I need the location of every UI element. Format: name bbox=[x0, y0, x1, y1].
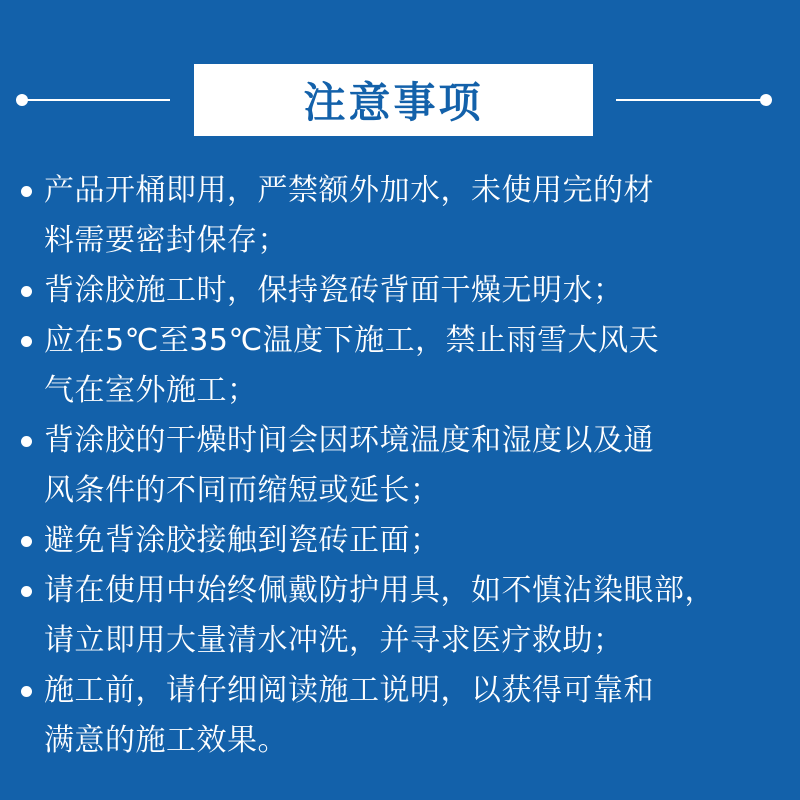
list-item bbox=[0, 266, 800, 316]
precautions-list bbox=[0, 166, 800, 766]
note-line: 料需要密封保存； bbox=[44, 223, 288, 258]
note-line: 气在室外施工； bbox=[44, 373, 258, 408]
right-dot-ornament bbox=[760, 94, 772, 106]
list-item bbox=[0, 516, 800, 566]
right-line-ornament bbox=[616, 99, 766, 101]
note-line: 背涂胶施工时，保持瓷砖背面干燥无明水； bbox=[44, 273, 624, 308]
note-line: 请立即用大量清水冲洗，并寻求医疗救助； bbox=[44, 623, 624, 658]
list-item bbox=[0, 666, 800, 766]
bullet-icon bbox=[21, 436, 32, 447]
note-line: 产品开桶即用，严禁额外加水，未使用完的材 bbox=[44, 173, 654, 208]
page-title: 注意事项 bbox=[303, 78, 484, 127]
list-item bbox=[0, 416, 800, 516]
list-item bbox=[0, 566, 800, 666]
note-line: 请在使用中始终佩戴防护用具，如不慎沾染眼部， bbox=[44, 573, 715, 608]
title-row bbox=[0, 64, 800, 136]
bullet-icon bbox=[21, 186, 32, 197]
note-line: 满意的施工效果。 bbox=[44, 723, 288, 758]
list-item bbox=[0, 316, 800, 416]
bullet-icon bbox=[21, 536, 32, 547]
note-line: 风条件的不同而缩短或延长； bbox=[44, 473, 441, 508]
title-banner bbox=[194, 64, 593, 136]
left-line-ornament bbox=[22, 99, 170, 101]
note-line: 应在5℃至35℃温度下施工，禁止雨雪大风天 bbox=[44, 323, 660, 358]
bullet-icon bbox=[21, 686, 32, 697]
bullet-icon bbox=[21, 586, 32, 597]
list-item bbox=[0, 166, 800, 266]
note-line: 避免背涂胶接触到瓷砖正面； bbox=[44, 523, 441, 558]
bullet-icon bbox=[21, 286, 32, 297]
note-line: 施工前，请仔细阅读施工说明，以获得可靠和 bbox=[44, 673, 654, 708]
bullet-icon bbox=[21, 336, 32, 347]
note-line: 背涂胶的干燥时间会因环境温度和湿度以及通 bbox=[44, 423, 654, 458]
